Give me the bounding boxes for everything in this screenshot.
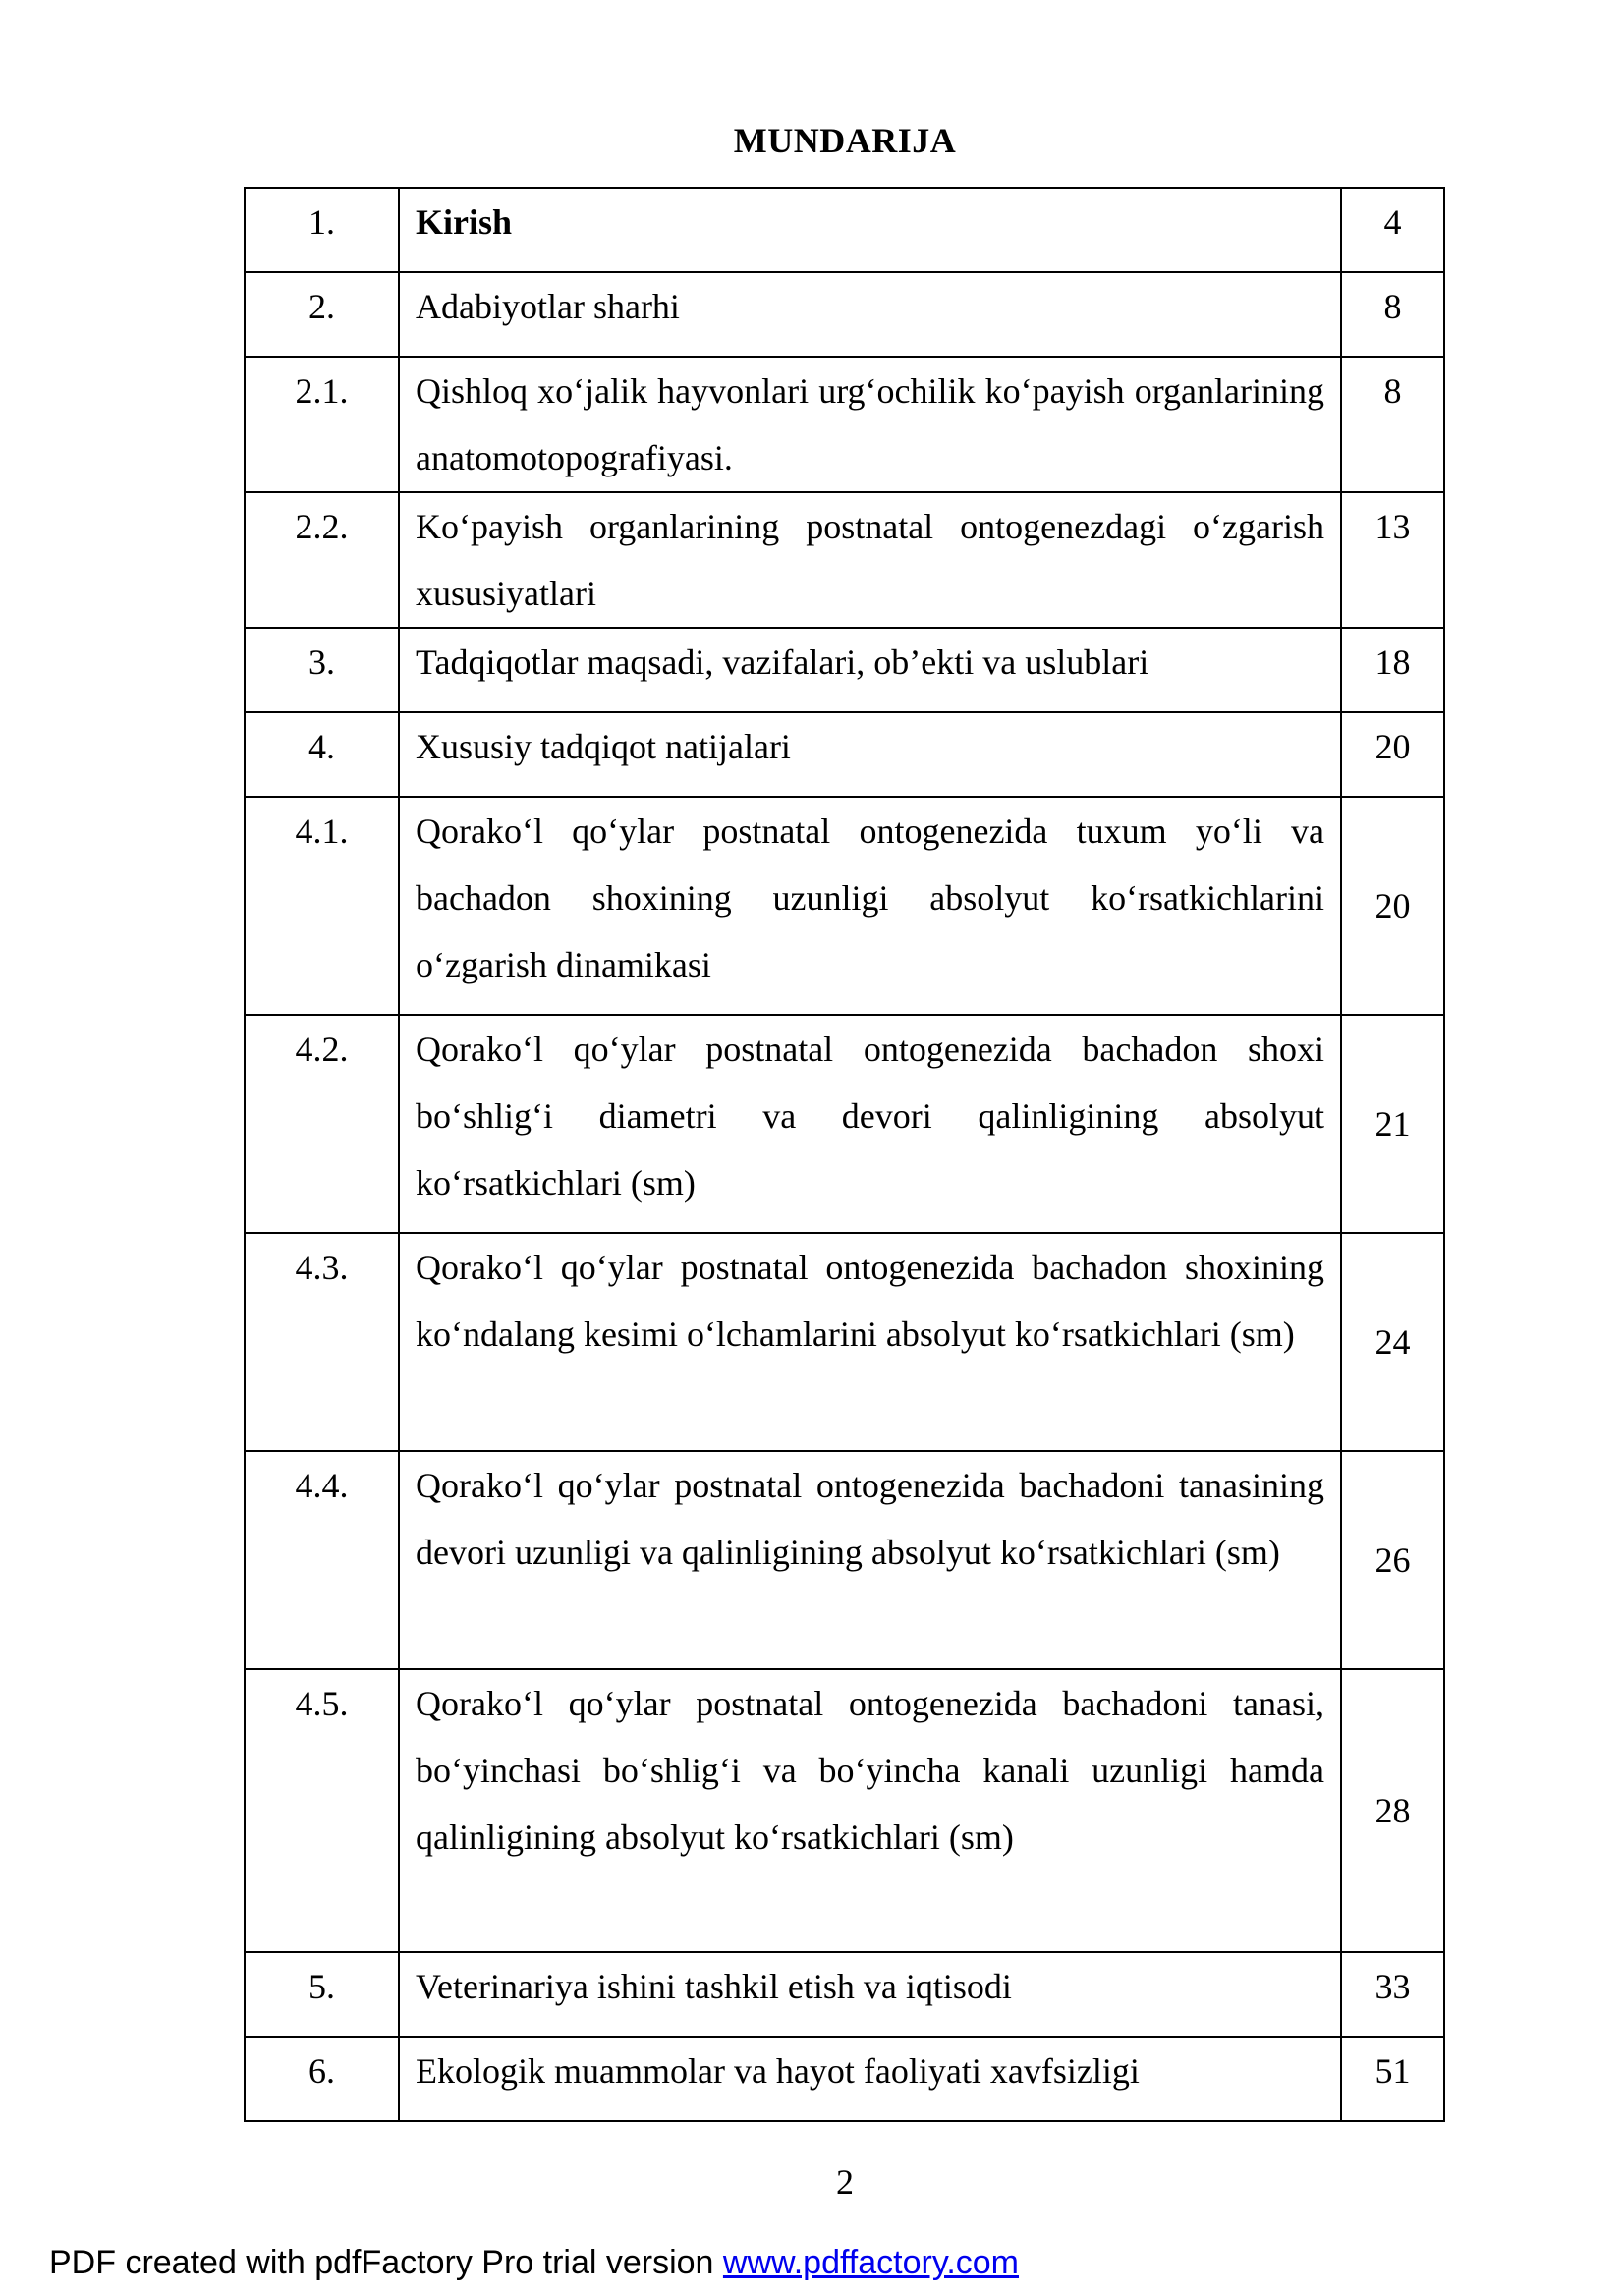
toc-row-4: [245, 712, 1444, 797]
toc-row-2-2: [245, 492, 1444, 628]
toc-row-page: 8: [1341, 357, 1444, 492]
toc-row-number: 2.1.: [245, 357, 399, 492]
pdf-footer: [49, 2244, 1019, 2282]
toc-row-title: Qorako‘l qo‘ylar postnatal ontogenezida bachadoni tanasi, bo‘yinchasi bo‘shlig‘i va bo‘yincha kanali uzunligi hamda qalinligining absolyut ko‘rsatkichlari (sm): [399, 1669, 1341, 1952]
toc-row-5: [245, 1952, 1444, 2037]
page-number: 2: [836, 2162, 854, 2202]
toc-row-page: 20: [1341, 797, 1444, 1015]
toc-row-number: 3.: [245, 628, 399, 712]
toc-row-page: 8: [1341, 272, 1444, 357]
toc-row-title: Qorako‘l qo‘ylar postnatal ontogenezida bachadon shoxining ko‘ndalang kesimi o‘lchamlarini absolyut ko‘rsatkichlari (sm): [399, 1233, 1341, 1451]
toc-row-page: 21: [1341, 1015, 1444, 1233]
toc-row-page: 18: [1341, 628, 1444, 712]
toc-row-title: Ekologik muammolar va hayot faoliyati xavfsizligi: [399, 2037, 1341, 2121]
toc-row-number: 5.: [245, 1952, 399, 2037]
toc-row-2-1: [245, 357, 1444, 492]
toc-row-title-bold: Kirish: [416, 202, 513, 242]
toc-row-number: 4.: [245, 712, 399, 797]
toc-row-number: 4.5.: [245, 1669, 399, 1952]
toc-row-number: 4.4.: [245, 1451, 399, 1669]
toc-row-3: [245, 628, 1444, 712]
toc-row-1: [245, 188, 1444, 272]
toc-row-number: 6.: [245, 2037, 399, 2121]
toc-row-title: [399, 188, 1341, 272]
toc-row-page: 51: [1341, 2037, 1444, 2121]
toc-row-page: 33: [1341, 1952, 1444, 2037]
toc-row-number: 2.: [245, 272, 399, 357]
toc-row-title: Qorako‘l qo‘ylar postnatal ontogenezida bachadoni tanasining devori uzunligi va qalinligining absolyut ko‘rsatkichlari (sm): [399, 1451, 1341, 1669]
toc-row-number: 4.2.: [245, 1015, 399, 1233]
toc-row-title: Veterinariya ishini tashkil etish va iqtisodi: [399, 1952, 1341, 2037]
toc-row-number: 4.1.: [245, 797, 399, 1015]
toc-row-page: 24: [1341, 1233, 1444, 1451]
page-title: MUNDARIJA: [733, 121, 957, 160]
toc-row-page: 28: [1341, 1669, 1444, 1952]
toc-row-page: 13: [1341, 492, 1444, 628]
table-of-contents: [244, 187, 1445, 2122]
toc-row-title: Adabiyotlar sharhi: [399, 272, 1341, 357]
toc-row-number: 2.2.: [245, 492, 399, 628]
toc-row-4-5: [245, 1669, 1444, 1952]
toc-row-title: Ko‘payish organlarining postnatal ontogenezdagi o‘zgarish xususiyatlari: [399, 492, 1341, 628]
toc-row-page: 4: [1341, 188, 1444, 272]
toc-row-number: 4.3.: [245, 1233, 399, 1451]
toc-row-4-4: [245, 1451, 1444, 1669]
toc-row-4-1: [245, 797, 1444, 1015]
toc-row-4-2: [245, 1015, 1444, 1233]
toc-row-title: Qorako‘l qo‘ylar postnatal ontogenezida tuxum yo‘li va bachadon shoxining uzunligi absolyut ko‘rsatkichlarini o‘zgarish dinamikasi: [399, 797, 1341, 1015]
toc-row-title: Tadqiqotlar maqsadi, vazifalari, ob’ekti va uslublari: [399, 628, 1341, 712]
toc-row-title: Xususiy tadqiqot natijalari: [399, 712, 1341, 797]
toc-row-number: 1.: [245, 188, 399, 272]
toc-row-page: 20: [1341, 712, 1444, 797]
footer-text: PDF created with pdfFactory Pro trial version: [49, 2244, 723, 2281]
toc-row-2: [245, 272, 1444, 357]
toc-row-page: 26: [1341, 1451, 1444, 1669]
footer-link[interactable]: www.pdffactory.com: [722, 2244, 1019, 2281]
toc-row-title: Qishloq xo‘jalik hayvonlari urg‘ochilik ko‘payish organlarining anatomotopografiyasi.: [399, 357, 1341, 492]
toc-row-6: [245, 2037, 1444, 2121]
toc-row-title: Qorako‘l qo‘ylar postnatal ontogenezida bachadon shoxi bo‘shlig‘i diametri va devori qalinligining absolyut ko‘rsatkichlari (sm): [399, 1015, 1341, 1233]
toc-row-4-3: [245, 1233, 1444, 1451]
